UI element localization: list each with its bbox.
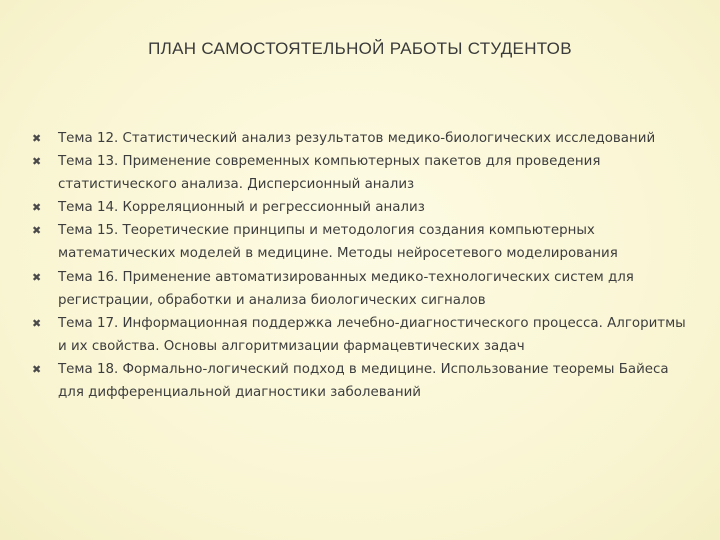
list-item xyxy=(32,266,694,312)
list-item xyxy=(32,358,694,404)
list-item xyxy=(32,312,694,358)
list-item xyxy=(32,196,694,219)
x-bullet-icon: ✖ xyxy=(32,155,42,169)
topic-list xyxy=(32,127,694,404)
list-item-text: Тема 15. Теоретические принципы и методология создания компьютерных математических моделей в медицине. Методы нейросетевого моделирования xyxy=(58,223,618,262)
list-item xyxy=(32,127,694,150)
list-item-text: Тема 16. Применение автоматизированных медико-технологических систем для регистрации, обработки и анализа биологических сигналов xyxy=(58,269,634,308)
slide-title: ПЛАН САМОСТОЯТЕЛЬНОЙ РАБОТЫ СТУДЕНТОВ xyxy=(148,39,572,58)
list-item-text: Тема 13. Применение современных компьютерных пакетов для проведения статистического анализа. Дисперсионный анализ xyxy=(58,154,601,193)
list-item-text: Тема 17. Информационная поддержка лечебно-диагностического процесса. Алгоритмы и их свойства. Основы алгоритмизации фармацевтических задач xyxy=(58,315,686,354)
x-bullet-icon: ✖ xyxy=(32,270,42,284)
x-bullet-icon: ✖ xyxy=(32,132,42,145)
x-bullet-icon: ✖ xyxy=(32,316,42,330)
list-item-text: Тема 14. Корреляционный и регрессионный анализ xyxy=(58,200,425,216)
list-item-text: Тема 18. Формально-логический подход в медицине. Использование теоремы Байеса для дифференциальной диагностики заболеваний xyxy=(58,361,669,401)
list-item-text: Тема 12. Статистический анализ результатов медико-биологических исследований xyxy=(58,131,656,146)
x-bullet-icon: ✖ xyxy=(32,224,42,238)
x-bullet-icon: ✖ xyxy=(32,201,42,215)
list-item xyxy=(32,150,694,196)
x-bullet-icon: ✖ xyxy=(32,362,42,376)
list-item xyxy=(32,219,694,265)
